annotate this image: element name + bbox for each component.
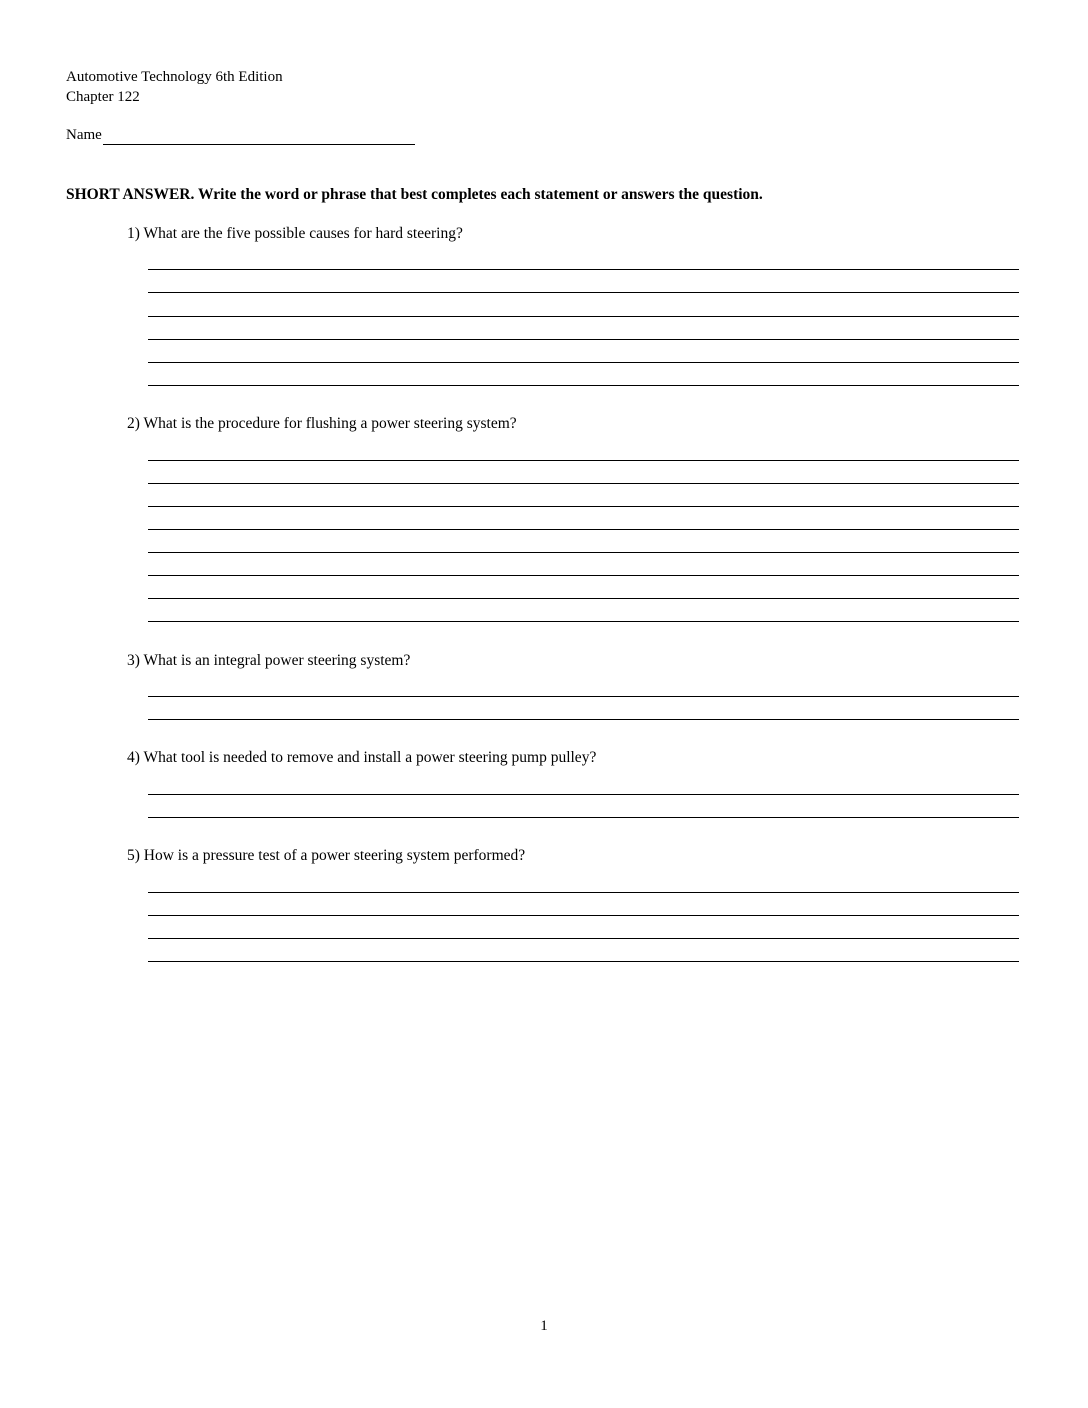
answer-line[interactable] — [148, 621, 1019, 622]
answer-line[interactable] — [148, 316, 1019, 317]
answer-line[interactable] — [148, 961, 1019, 962]
book-title: Automotive Technology 6th Edition — [66, 69, 283, 85]
question-5: 5) How is a pressure test of a power steering system performed? — [127, 847, 526, 864]
answer-line[interactable] — [148, 915, 1019, 916]
question-3: 3) What is an integral power steering system? — [127, 652, 411, 669]
answer-line[interactable] — [148, 817, 1019, 818]
name-blank-line[interactable] — [103, 126, 415, 145]
answer-line[interactable] — [148, 460, 1019, 461]
answer-line[interactable] — [148, 483, 1019, 484]
answer-line[interactable] — [148, 339, 1019, 340]
answer-line[interactable] — [148, 719, 1019, 720]
page-number: 1 — [540, 1318, 548, 1334]
question-2: 2) What is the procedure for flushing a power steering system? — [127, 415, 517, 432]
answer-line[interactable] — [148, 362, 1019, 363]
answer-line[interactable] — [148, 385, 1019, 386]
name-label: Name — [66, 127, 102, 143]
answer-line[interactable] — [148, 529, 1019, 530]
question-1: 1) What are the five possible causes for hard steering? — [127, 225, 463, 242]
name-row — [66, 125, 415, 145]
answer-line[interactable] — [148, 506, 1019, 507]
short-answer-instructions: SHORT ANSWER. Write the word or phrase that best completes each statement or answers the question. — [66, 186, 763, 203]
answer-line[interactable] — [148, 269, 1019, 270]
answer-line[interactable] — [148, 575, 1019, 576]
question-4: 4) What tool is needed to remove and install a power steering pump pulley? — [127, 749, 597, 766]
answer-line[interactable] — [148, 292, 1019, 293]
answer-line[interactable] — [148, 794, 1019, 795]
answer-line[interactable] — [148, 598, 1019, 599]
answer-line[interactable] — [148, 938, 1019, 939]
answer-line[interactable] — [148, 892, 1019, 893]
answer-line[interactable] — [148, 552, 1019, 553]
chapter-title: Chapter 122 — [66, 89, 140, 105]
answer-line[interactable] — [148, 696, 1019, 697]
